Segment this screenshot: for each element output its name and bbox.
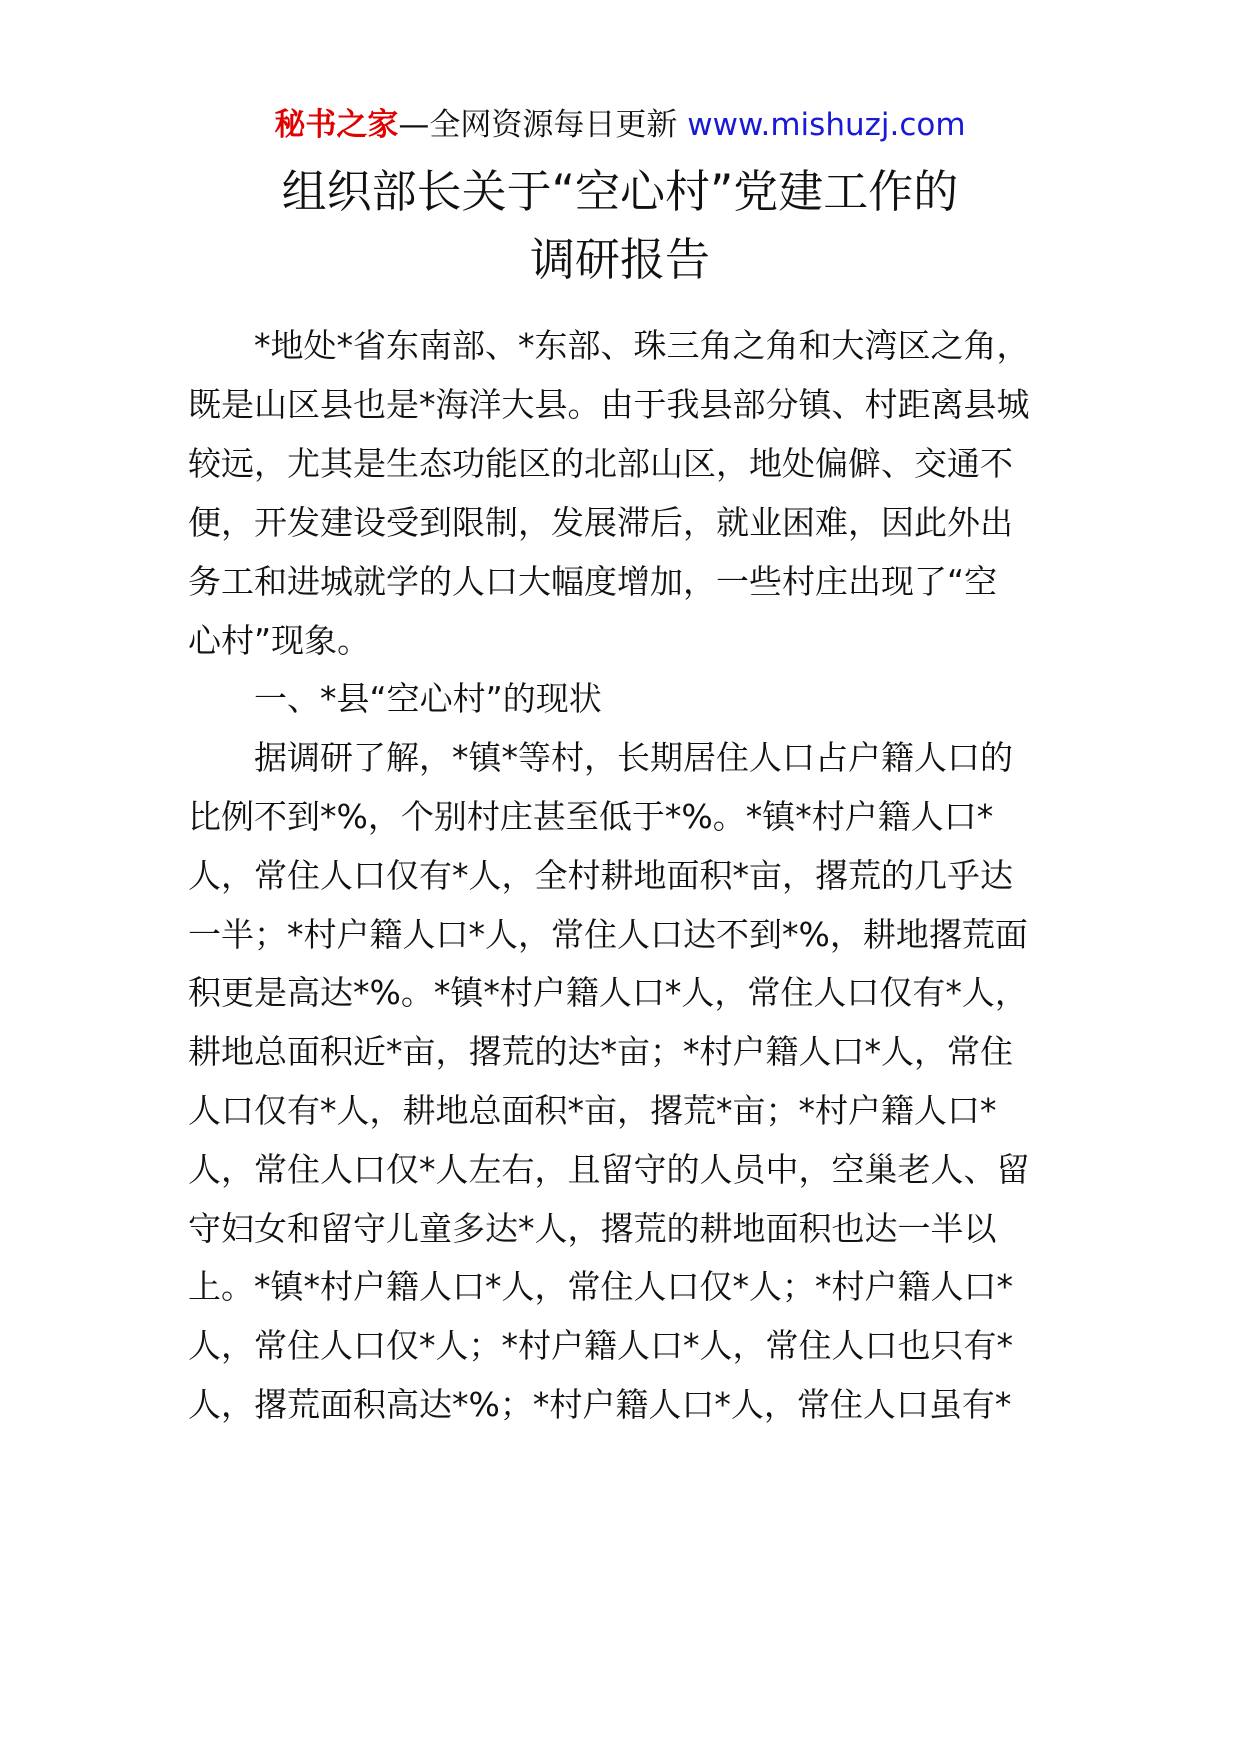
- body-line: 便，开发建设受到限制，发展滞后，就业困难，因此外出: [188, 503, 1013, 542]
- body-line: 守妇女和留守儿童多达*人，撂荒的耕地面积也达一半以: [188, 1209, 997, 1248]
- document-title-line-2: 调研报告: [529, 233, 710, 286]
- body-line: 既是山区县也是*海洋大县。由于我县部分镇、村距离县城: [188, 385, 1030, 424]
- document-title-line-1: 组织部长关于“空心村”党建工作的: [281, 165, 959, 218]
- body-line: 心村”现象。: [188, 621, 371, 660]
- body-line: *地处*省东南部、*东部、珠三角之角和大湾区之角，: [188, 326, 1030, 365]
- body-line: 比例不到*%，个别村庄甚至低于*%。*镇*村户籍人口*: [188, 797, 994, 836]
- site-url-link[interactable]: www.mishuzj.com: [687, 107, 966, 143]
- body-line: 据调研了解，*镇*等村，长期居住人口占户籍人口的: [188, 738, 1013, 777]
- body-line: 务工和进城就学的人口大幅度增加，一些村庄出现了“空: [188, 562, 998, 601]
- site-header: [0, 103, 1240, 147]
- body-line: 一半；*村户籍人口*人，常住人口达不到*%，耕地撂荒面: [188, 915, 1028, 954]
- body-line: 人，撂荒面积高达*%；*村户籍人口*人，常住人口虽有*: [188, 1385, 1012, 1424]
- section-heading: 一、*县“空心村”的现状: [188, 679, 602, 718]
- body-line: 人，常住人口仅*人；*村户籍人口*人，常住人口也只有*: [188, 1326, 1013, 1365]
- body-line: 人口仅有*人，耕地总面积*亩，撂荒*亩；*村户籍人口*: [188, 1091, 997, 1130]
- brand-name: 秘书之家: [274, 107, 399, 143]
- body-line: 人，常住人口仅有*人，全村耕地面积*亩，撂荒的几乎达: [188, 856, 1013, 895]
- body-line: 上。*镇*村户籍人口*人，常住人口仅*人；*村户籍人口*: [188, 1267, 1013, 1306]
- body-line: 耕地总面积近*亩，撂荒的达*亩；*村户籍人口*人，常住: [188, 1032, 1013, 1071]
- header-tagline: —全网资源每日更新: [398, 107, 688, 143]
- body-line: 较远，尤其是生态功能区的北部山区，地处偏僻、交通不: [188, 444, 1013, 483]
- body-line: 人，常住人口仅*人左右，且留守的人员中，空巢老人、留: [188, 1150, 1030, 1189]
- body-line: 积更是高达*%。*镇*村户籍人口*人，常住人口仅有*人，: [188, 973, 1028, 1012]
